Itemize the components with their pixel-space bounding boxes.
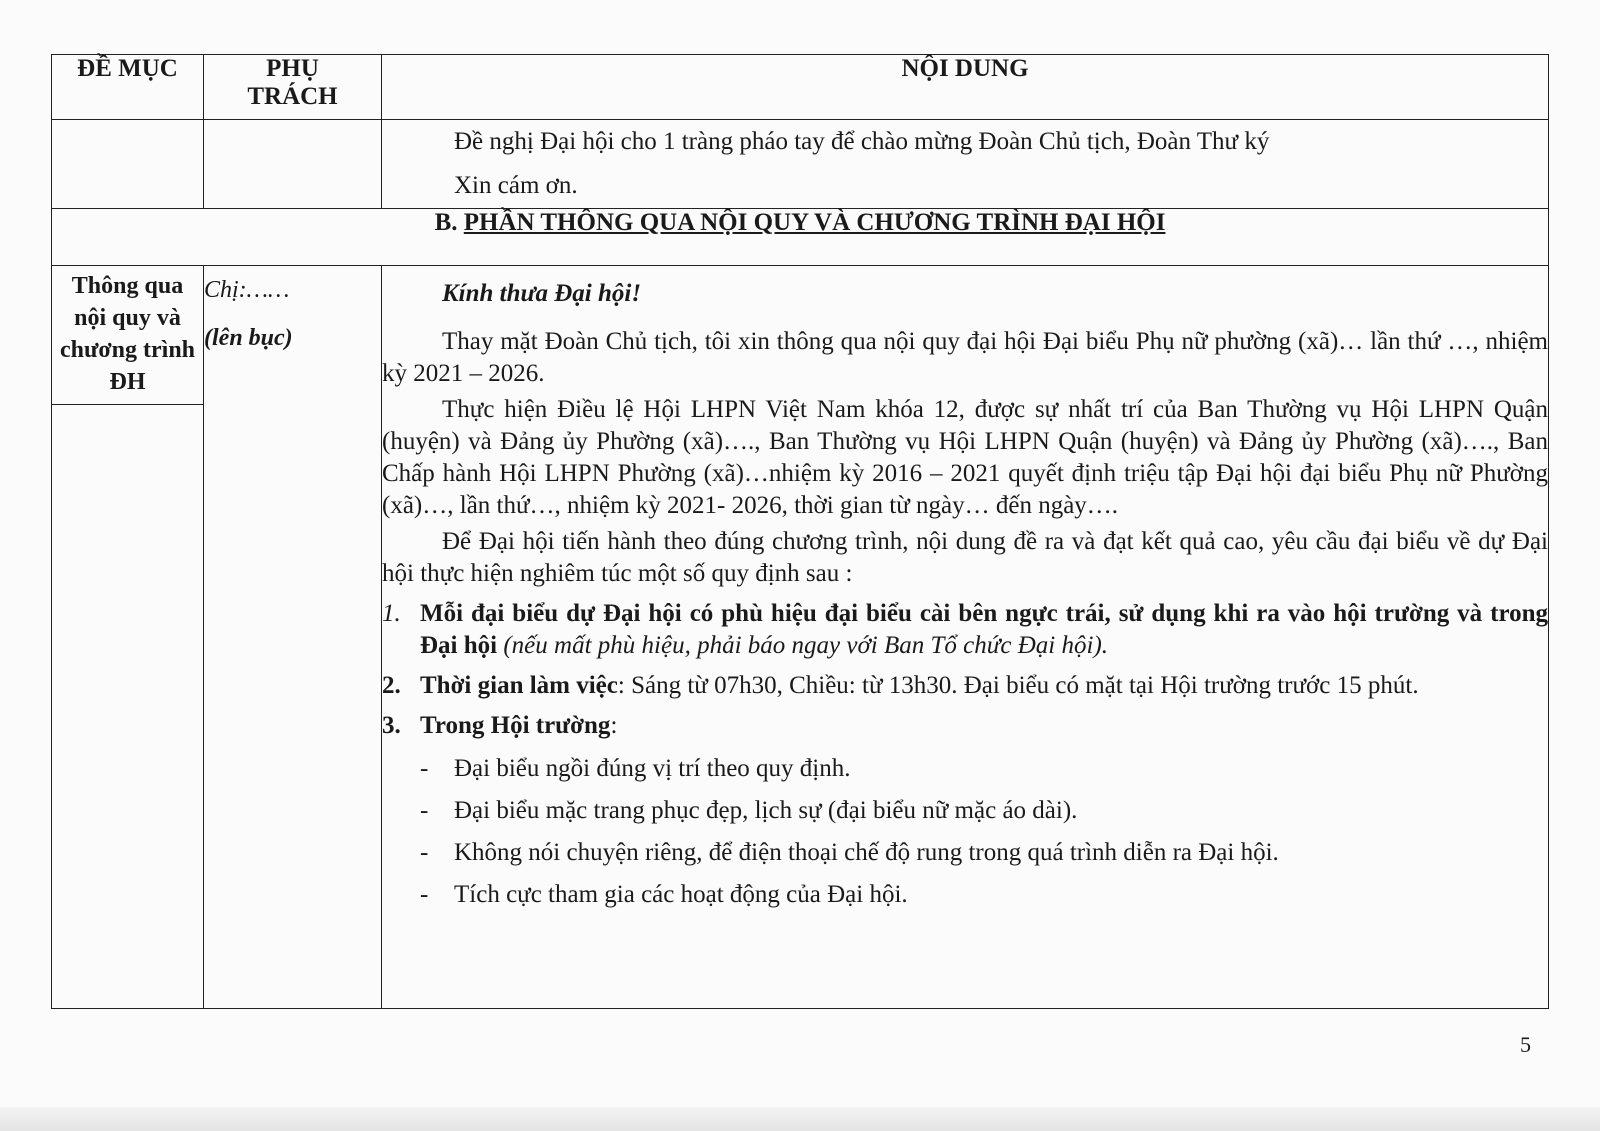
bullet-text: Đại biểu ngồi đúng vị trí theo quy định. [454,755,851,782]
list-item [382,790,1548,832]
list-item [382,874,1548,916]
bullet-dash: - [420,881,429,908]
row2-content-cell [382,266,1549,1009]
greeting: Kính thưa Đại hội! [442,280,642,307]
rule-bold-text: Thời gian làm việc [420,672,618,699]
rule-rest-text: : [610,712,618,739]
header-noi-dung: NỘI DUNG [382,55,1549,120]
rule-rest-text: : Sáng từ 07h30, Chiều: từ 13h30. Đại biểu có mặt tại Hội trường trước 15 phút. [617,672,1419,699]
rule-item-1 [382,598,1548,662]
rule-item-2 [382,670,1548,702]
agenda-table [51,54,1549,1009]
paragraph-2: Thực hiện Điều lệ Hội LHPN Việt Nam khóa 12, được sự nhất trí của Ban Thường vụ Hội LHPN Quận (huyện) và Đảng ủy Phường (xã)…., Ban Thường vụ Hội LHPN Quận (huyện) và Đảng ủy Phường (xã)…., Ban Chấp hành Hội LHPN Phường (xã)…nhiệm kỳ 2016 – 2021 quyết định triệu tập Đại hội đại biểu Phụ nữ Phường (xã)…, lần thứ…, nhiệm kỳ 2021- 2026, thời gian từ ngày… đến ngày…. [382,396,1548,519]
bullet-dash: - [420,755,429,782]
row2-muc-divider [52,404,203,405]
phu-trach-name: Chị:…… [204,277,290,303]
rule-number: 3. [382,712,401,739]
bullet-dash: - [420,839,429,866]
paragraph-3: Để Đại hội tiến hành theo đúng chương trình, nội dung đề ra và đạt kết quả cao, yêu cầu đại biểu về dự Đại hội thực hiện nghiêm túc một số quy định sau : [382,528,1548,587]
row1-muc-cell [52,120,204,209]
rule-item-3 [382,710,1548,742]
list-item [382,832,1548,874]
bullet-dash: - [420,797,429,824]
table-row [52,120,1549,209]
rule-number: 2. [382,672,401,699]
row1-phu-trach-cell [204,120,382,209]
page-number: 5 [1520,1032,1531,1057]
row2-muc-cell [52,266,204,1009]
header-phu-trach-line2: TRÁCH [247,83,338,110]
table-row [52,266,1549,1009]
header-de-muc: ĐỀ MỤC [52,55,204,120]
table-header-row [52,55,1549,120]
page-bottom-edge [0,1107,1600,1131]
bullet-text: Không nói chuyện riêng, để điện thoại chế độ rung trong quá trình diễn ra Đại hội. [454,839,1279,866]
row1-line1: Đề nghị Đại hội cho 1 tràng pháo tay để chào mừng Đoàn Chủ tịch, Đoàn Thư ký [454,128,1270,155]
phu-trach-note: (lên bục) [204,325,293,351]
bullet-text: Tích cực tham gia các hoạt động của Đại hội. [454,881,908,908]
hall-rules-list [382,748,1548,916]
row2-phu-trach-cell [204,266,382,1009]
bullet-text: Đại biểu mặc trang phục đẹp, lịch sự (đại biểu nữ mặc áo dài). [454,797,1078,824]
rule-number: 1. [382,600,401,627]
rule-bold-text: Mỗi đại biểu dự Đại hội có phù hiệu đại biểu cài bên ngực trái, sử dụng khi ra vào hội trường và trong Đại hội [420,600,1548,659]
list-item [382,748,1548,790]
section-heading-row [52,209,1549,266]
section-title: PHẦN THÔNG QUA NỘI QUY VÀ CHƯƠNG TRÌNH ĐẠI HỘI [463,209,1166,236]
section-prefix: B. [434,209,464,236]
rule-rest-text: (nếu mất phù hiệu, phải báo ngay với Ban Tổ chức Đại hội). [497,632,1109,659]
header-phu-trach [204,55,382,120]
section-heading [52,209,1549,266]
header-phu-trach-line1: PHỤ [266,55,319,82]
row2-muc-text: Thông qua nội quy và chương trình ĐH [59,273,196,395]
paragraph-1: Thay mặt Đoàn Chủ tịch, tôi xin thông qua nội quy đại hội Đại biểu Phụ nữ phường (xã)… lần thứ …, nhiệm kỳ 2021 – 2026. [382,328,1548,387]
rule-bold-text: Trong Hội trường [420,712,611,739]
row1-content-cell [382,120,1549,209]
row1-line2: Xin cám ơn. [454,172,578,199]
